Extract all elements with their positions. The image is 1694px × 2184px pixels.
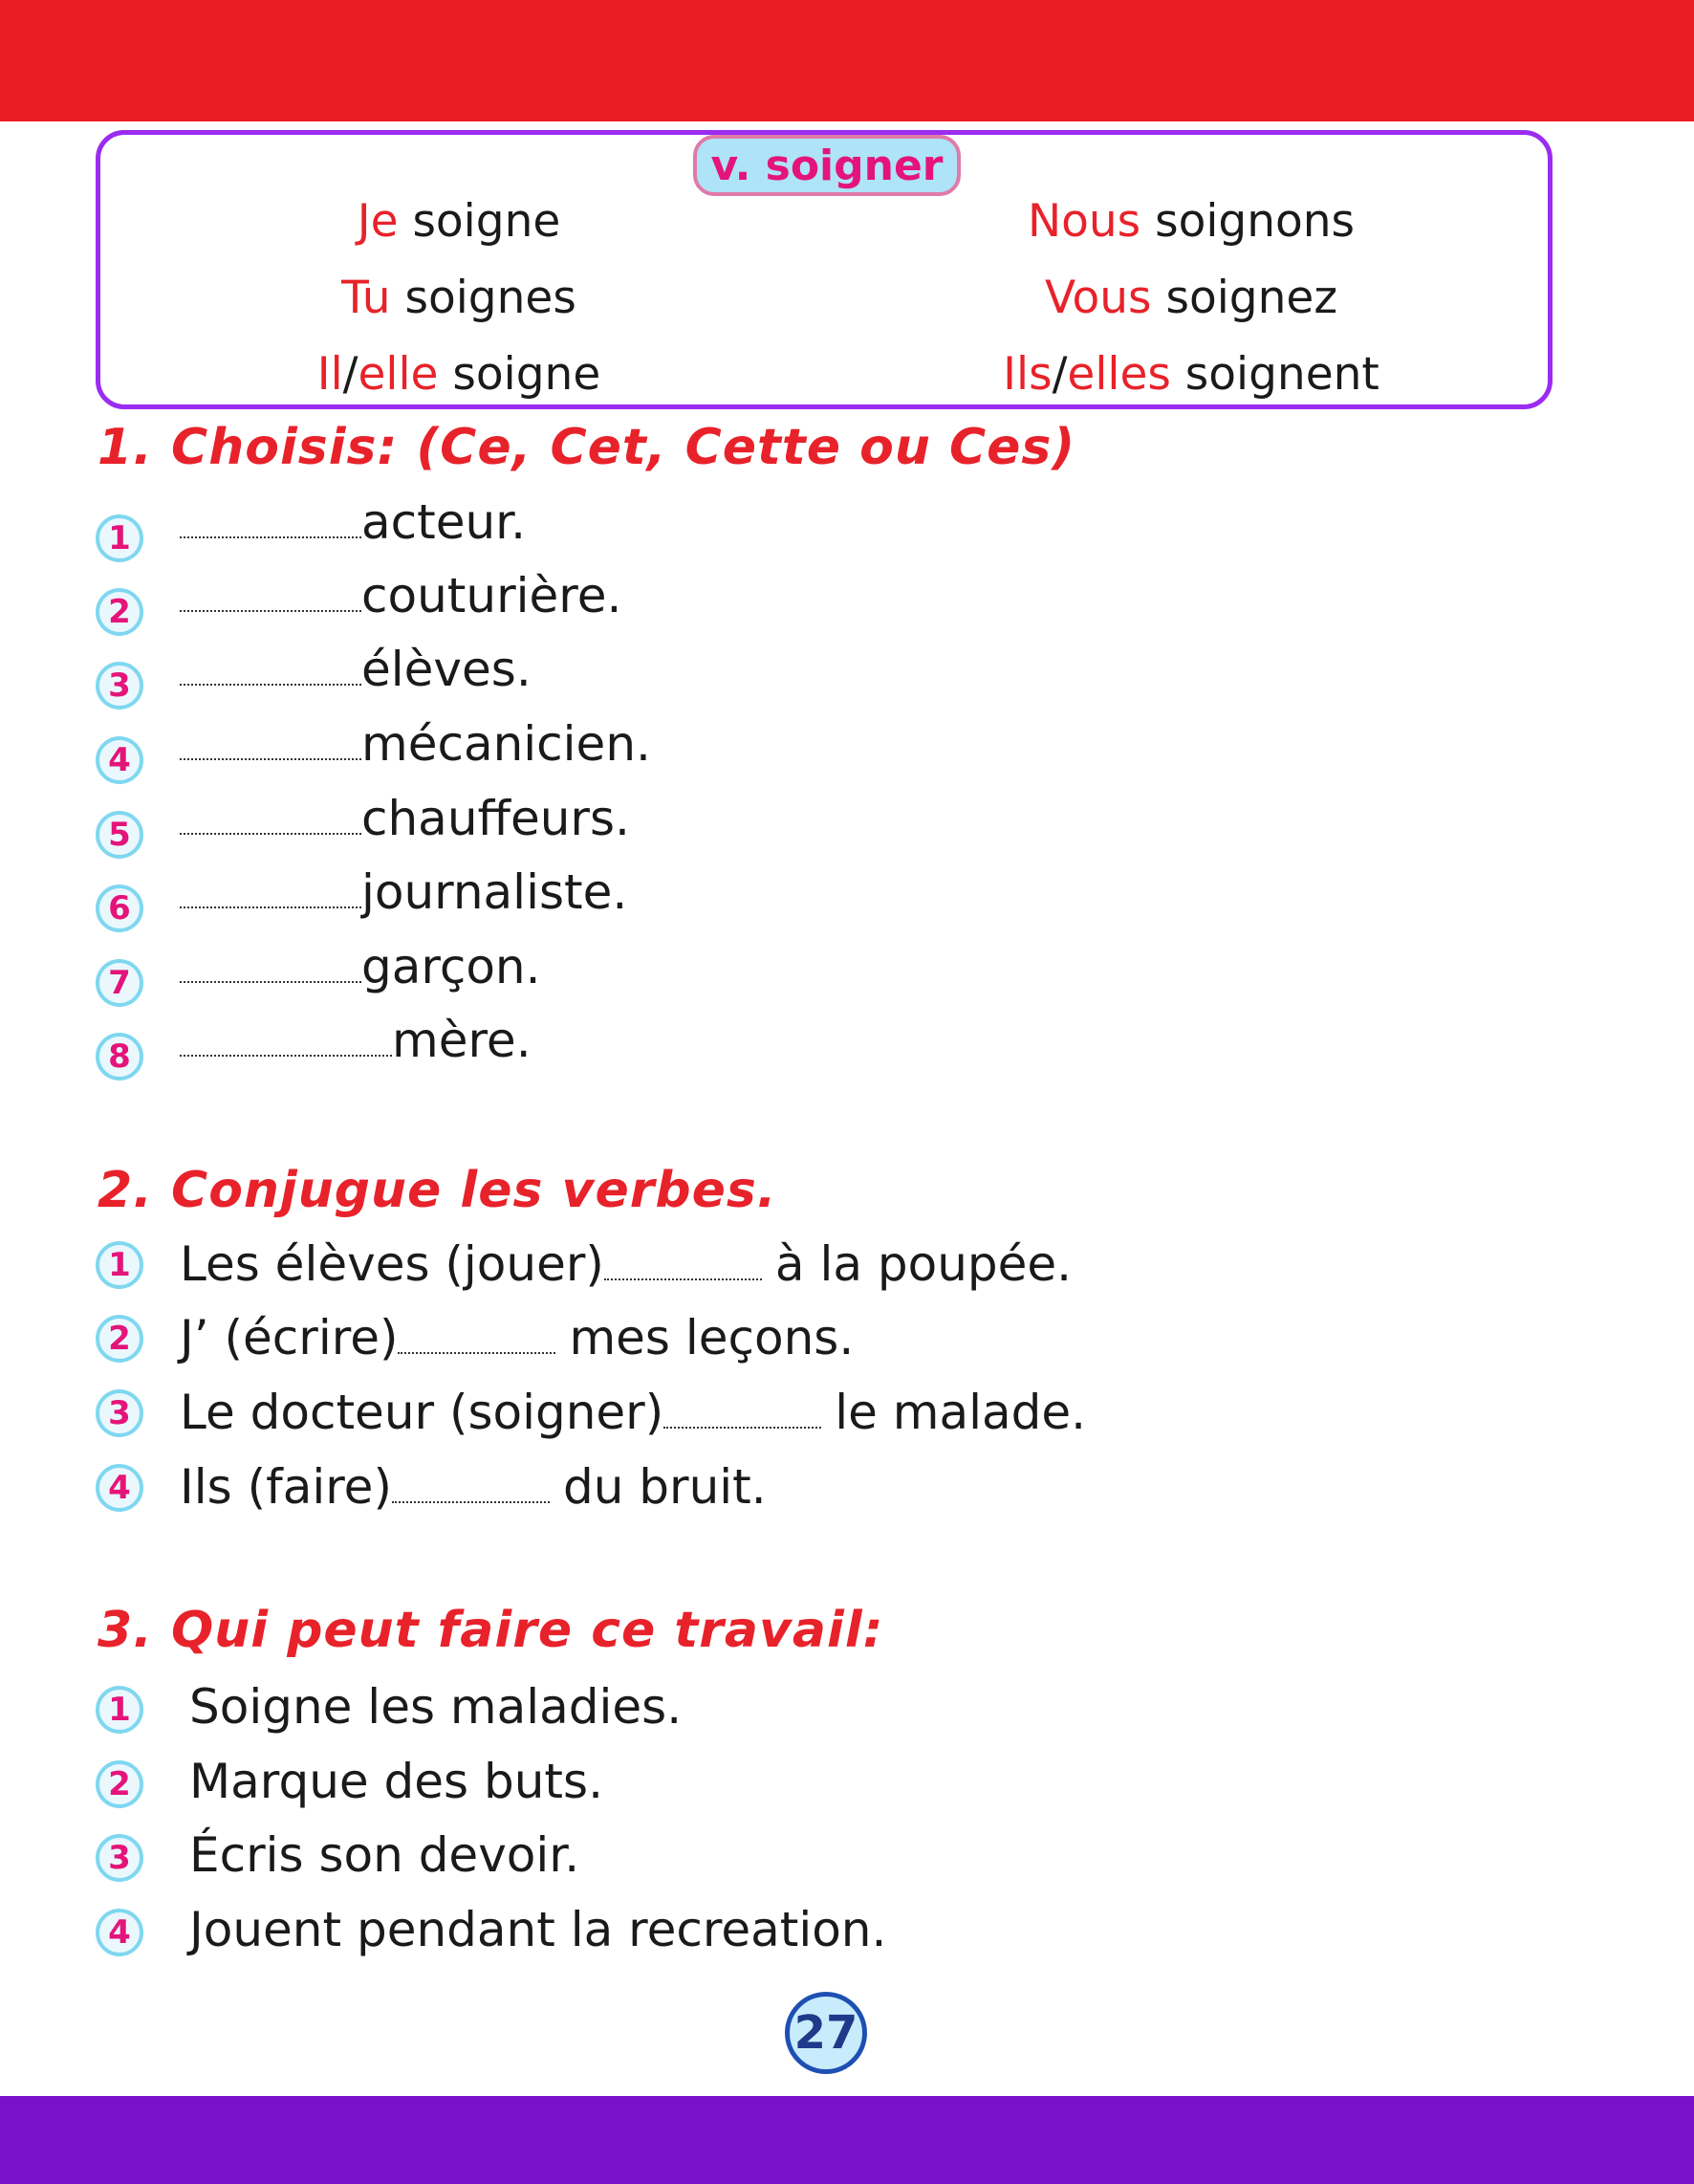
- conjugation-vous: Vous soignez: [1045, 272, 1337, 324]
- exercise2-item: Les élèves (jouer) à la poupée.: [180, 1236, 1073, 1292]
- number-badge: 3: [96, 662, 143, 710]
- exercise1-item: journaliste.: [180, 863, 627, 921]
- answer-blank[interactable]: [180, 498, 361, 538]
- conjugation-tu: Tu soignes: [341, 272, 576, 324]
- answer-blank[interactable]: [180, 1016, 392, 1057]
- answer-blank[interactable]: [392, 1463, 550, 1503]
- answer-blank[interactable]: [663, 1388, 821, 1429]
- exercise3-item: Jouent pendant la recreation.: [189, 1902, 887, 1957]
- number-badge: 1: [96, 514, 143, 562]
- conjugation-je: Je soigne: [357, 195, 561, 248]
- exercise1-item: mécanicien.: [180, 715, 651, 773]
- exercise1-item: mère.: [180, 1012, 532, 1069]
- number-badge: 1: [96, 1241, 143, 1289]
- number-badge: 4: [96, 1909, 143, 1956]
- section2-title: 2. Conjugue les verbes.: [98, 1162, 777, 1219]
- answer-blank[interactable]: [398, 1314, 555, 1354]
- answer-blank[interactable]: [604, 1240, 762, 1280]
- number-badge: 8: [96, 1033, 143, 1081]
- number-badge: 3: [96, 1389, 143, 1437]
- number-badge: 5: [96, 811, 143, 859]
- conjugation-il-elle: Il/elle soigne: [316, 348, 601, 401]
- section3-title: 3. Qui peut faire ce travail:: [98, 1602, 884, 1659]
- exercise2-item: Ils (faire) du bruit.: [180, 1459, 767, 1515]
- section1-title: 1. Choisis: (Ce, Cet, Cette ou Ces): [98, 419, 1076, 476]
- header-band: [0, 0, 1694, 121]
- number-badge: 2: [96, 1760, 143, 1808]
- exercise1-item: acteur.: [180, 493, 526, 551]
- exercise1-item: élèves.: [180, 641, 532, 698]
- exercise2-item: J’ (écrire) mes leçons.: [180, 1310, 855, 1365]
- number-badge: 4: [96, 736, 143, 784]
- number-badge: 2: [96, 588, 143, 636]
- exercise2-item: Le docteur (soigner) le malade.: [180, 1385, 1087, 1440]
- answer-blank[interactable]: [180, 720, 361, 760]
- exercise1-item: garçon.: [180, 938, 541, 995]
- exercise3-item: Marque des buts.: [189, 1754, 603, 1809]
- answer-blank[interactable]: [180, 572, 361, 612]
- exercise3-item: Soigne les maladies.: [189, 1679, 683, 1735]
- number-badge: 4: [96, 1464, 143, 1512]
- answer-blank[interactable]: [180, 868, 361, 908]
- exercise1-item: chauffeurs.: [180, 790, 630, 847]
- footer-band: [0, 2096, 1694, 2184]
- page-number: 27: [785, 1992, 867, 2074]
- answer-blank[interactable]: [180, 645, 361, 686]
- conjugation-ils-elles: Ils/elles soignent: [1003, 348, 1379, 401]
- number-badge: 3: [96, 1834, 143, 1882]
- number-badge: 1: [96, 1686, 143, 1734]
- number-badge: 7: [96, 959, 143, 1007]
- number-badge: 6: [96, 885, 143, 932]
- exercise1-item: couturière.: [180, 567, 621, 624]
- answer-blank[interactable]: [180, 943, 361, 983]
- number-badge: 2: [96, 1315, 143, 1363]
- answer-blank[interactable]: [180, 795, 361, 835]
- verb-title: v. soigner: [693, 135, 961, 196]
- exercise3-item: Écris son devoir.: [189, 1827, 580, 1883]
- conjugation-nous: Nous soignons: [1027, 195, 1356, 248]
